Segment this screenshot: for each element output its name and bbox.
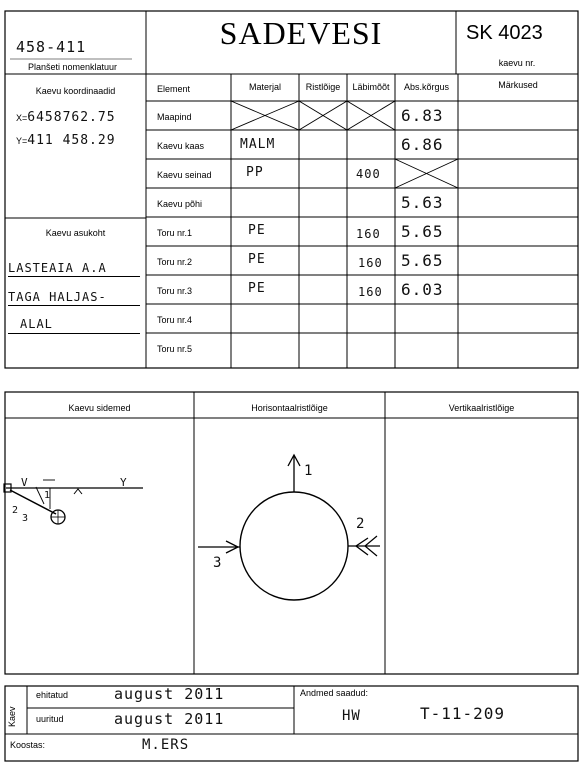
row-element: Toru nr.5 xyxy=(157,344,193,354)
pipe-1-label: 1 xyxy=(304,463,314,479)
row-element: Toru nr.3 xyxy=(157,286,193,296)
compiled-label: Koostas: xyxy=(10,740,46,750)
data-source-label: Andmed saadud: xyxy=(300,688,369,698)
row-elevation: 6.83 xyxy=(401,106,444,125)
col-header-material: Materjal xyxy=(248,82,281,92)
col-header-cross-section: Ristlõige xyxy=(305,82,341,92)
row-elevation: 5.63 xyxy=(401,193,444,212)
col-header-diameter: Läbimõõt xyxy=(352,82,390,92)
nomenclature-label: Planšeti nomenklatuur xyxy=(28,62,118,72)
nomenclature-value: 458-411 xyxy=(16,38,87,56)
row-material: PP xyxy=(246,165,264,180)
row-element: Toru nr.1 xyxy=(157,228,193,238)
well-id-label: kaevu nr. xyxy=(498,58,536,68)
col-header-element: Element xyxy=(157,84,191,94)
location-line-1: LASTEAIA A.A xyxy=(8,261,107,275)
pipe-3-label: 3 xyxy=(213,555,223,571)
vertical-section-label: Vertikaalristlõige xyxy=(448,403,515,413)
connections-mark-3: 3 xyxy=(22,513,30,524)
data-source-author: HW xyxy=(342,708,361,724)
row-diameter: 400 xyxy=(356,167,381,181)
row-element: Kaevu kaas xyxy=(157,141,205,151)
row-diameter: 160 xyxy=(358,285,383,299)
surveyed-label: uuritud xyxy=(36,714,64,724)
location-label: Kaevu asukoht xyxy=(45,228,106,238)
row-material: PE xyxy=(248,223,266,238)
row-element: Maapind xyxy=(157,112,192,122)
location-line-2: TAGA HALJAS- xyxy=(8,290,107,304)
row-element: Kaevu seinad xyxy=(157,170,212,180)
row-diameter: 160 xyxy=(358,256,383,270)
well-id xyxy=(466,22,543,45)
row-elevation: 5.65 xyxy=(401,251,444,270)
y-coordinate-label: Y= xyxy=(16,136,28,146)
row-elevation: 6.86 xyxy=(401,135,444,154)
surveyed-value: august 2011 xyxy=(114,710,225,728)
y-coordinate xyxy=(16,131,116,149)
compiled-value: M.ERS xyxy=(142,737,190,753)
connections-label: Kaevu sidemed xyxy=(68,403,131,413)
row-element: Toru nr.2 xyxy=(157,257,193,267)
row-material: PE xyxy=(248,281,266,296)
connections-mark-y: Y xyxy=(120,476,128,489)
row-material: PE xyxy=(248,252,266,267)
row-element: Toru nr.4 xyxy=(157,315,193,325)
x-coordinate xyxy=(16,108,116,126)
pipe-2-label: 2 xyxy=(356,516,366,532)
row-element: Kaevu põhi xyxy=(157,199,203,209)
horizontal-section-label: Horisontaalristlõige xyxy=(251,403,328,413)
row-material: MALM xyxy=(240,137,276,152)
connections-mark-1: 1 xyxy=(44,490,52,501)
connections-mark-v: V xyxy=(21,476,29,489)
built-value: august 2011 xyxy=(114,685,225,703)
built-label: ehitatud xyxy=(36,690,69,700)
col-header-elevation: Abs.kõrgus xyxy=(403,82,450,92)
coordinates-label: Kaevu koordinaadid xyxy=(35,86,116,96)
row-elevation: 5.65 xyxy=(401,222,444,241)
well-id-value: SK 4023 xyxy=(466,22,543,44)
x-coordinate-label: X= xyxy=(16,113,28,123)
well-side-label: Kaev xyxy=(7,706,17,727)
y-coordinate-value: 411 458.29 xyxy=(27,133,116,148)
data-source-ref: T-11-209 xyxy=(420,704,506,723)
connections-mark-2: 2 xyxy=(12,505,20,516)
location-line-3: ALAL xyxy=(20,317,53,331)
row-elevation: 6.03 xyxy=(401,280,444,299)
x-coordinate-value: 6458762.75 xyxy=(27,110,116,125)
col-header-notes: Märkused xyxy=(498,80,538,90)
row-diameter: 160 xyxy=(356,227,381,241)
page-title: SADEVESI xyxy=(219,15,383,51)
